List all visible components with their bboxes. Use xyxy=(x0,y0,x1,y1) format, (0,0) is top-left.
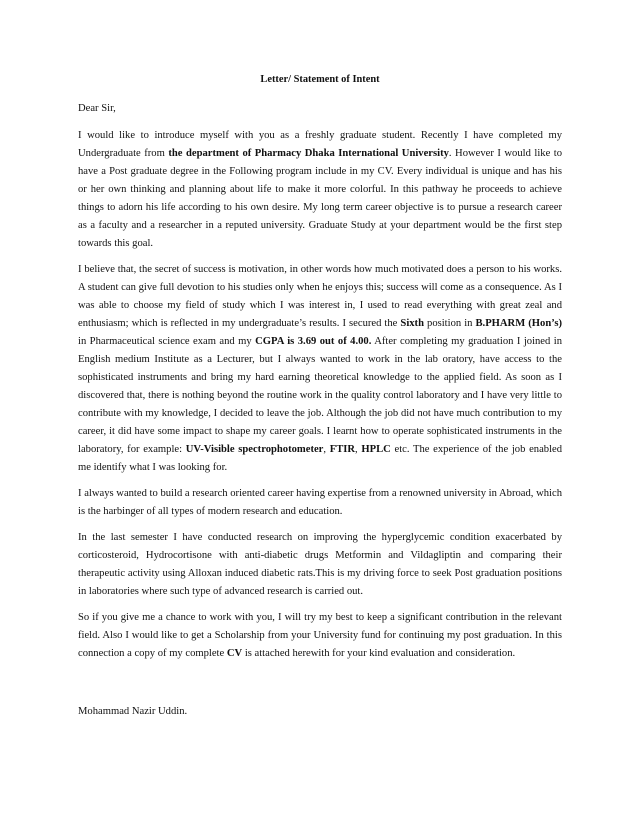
text-segment: , xyxy=(323,444,330,455)
paragraph-closing xyxy=(78,609,562,663)
paragraph-motivation xyxy=(78,261,562,477)
text-segment: I believe that, the secret of success is motivation, in other words how much motivated does a person to his works. A student can give full devotion to his studies only when he enjoys this; success will come as a consequence. As I was able to choose my field of study which I was interest in, I used to read everything with great zeal and enthusiasm; which is reflected in my undergraduate’s results. I secured the xyxy=(78,264,562,329)
text-segment: After completing my graduation I joined in English medium Institute as a Lecturer, but I always wanted to work in the lab oratory, have access to the sophisticated instruments and bring my hard earning theoretical knowledge to the applied field. As soon as I discovered that, there is nothing beyond the routine work in the quality control laboratory and I have very little to contribute with my knowledge, I decided to leave the job. Although the job did not have much contribution to my career, it did have some impact to shape my career goals. I learnt how to operate sophisticated instruments in the laboratory, for example: xyxy=(78,336,562,455)
letter-page xyxy=(78,71,562,721)
text-segment: So if you give me a chance to work with you, I will try my best to keep a significant contribution in the relevant field. Also I would like to get a Scholarship from your University fund for continuing my post graduation. In this connection a copy of my complete xyxy=(78,612,562,659)
paragraph-career-goal: I always wanted to build a research oriented career having expertise from a renowned university in Abroad, which is the harbinger of all types of modern research and education. xyxy=(78,488,562,517)
cv-label: CV xyxy=(226,648,243,659)
university-name: the department of Pharmacy Dhaka International University xyxy=(168,148,449,159)
signature-name: Mohammad Nazir Uddin. xyxy=(78,706,188,717)
paragraph-introduction xyxy=(78,127,562,253)
instrument-ftir: FTIR xyxy=(329,444,356,455)
text-segment: in Pharmaceutical science exam and my xyxy=(78,336,256,347)
text-segment: . However I would like to have a Post graduate degree in the Following program include in my CV. Every individual is unique and has his or her own thinking and planning about life to make it more colorful. In this pathway he proceeds to achieve things to adorn his life according to his own desire. My long term career objective is to pursue a research career as a faculty and a researcher in a reputed university. Graduate Study at your department would be the first step towards this goal. xyxy=(78,148,563,249)
paragraph-research: In the last semester I have conducted research on improving the hyperglycemic condition exacerbated by corticosteroid, Hydrocortisone with anti-diabetic drugs Metformin and Vildagliptin and comparing their therapeutic activity using Alloxan induced diabetic rats.This is my driving force to seek Post graduation positions in laboratories where such type of advanced research is carried out. xyxy=(78,532,562,597)
text-segment: position in xyxy=(423,318,476,329)
instrument-uv-vis: UV-Visible spectrophotometer xyxy=(185,444,324,455)
instrument-hplc: HPLC xyxy=(361,444,391,455)
letter-title: Letter/ Statement of Intent xyxy=(260,74,380,85)
position-rank: Sixth xyxy=(400,318,424,329)
text-segment: is attached herewith for your kind evaluation and consideration. xyxy=(242,648,516,659)
cgpa-value: CGPA is 3.69 out of 4.00. xyxy=(255,336,372,347)
text-segment: I would like to introduce myself with you as a freshly graduate student. Recently I have completed my Undergraduate from xyxy=(78,130,562,159)
text-segment: , xyxy=(355,444,362,455)
degree-name: B.PHARM (Hon’s) xyxy=(475,318,562,329)
text-segment: etc. The experience of the job enabled me identify what I was looking for. xyxy=(78,444,563,473)
salutation: Dear Sir, xyxy=(78,103,116,114)
